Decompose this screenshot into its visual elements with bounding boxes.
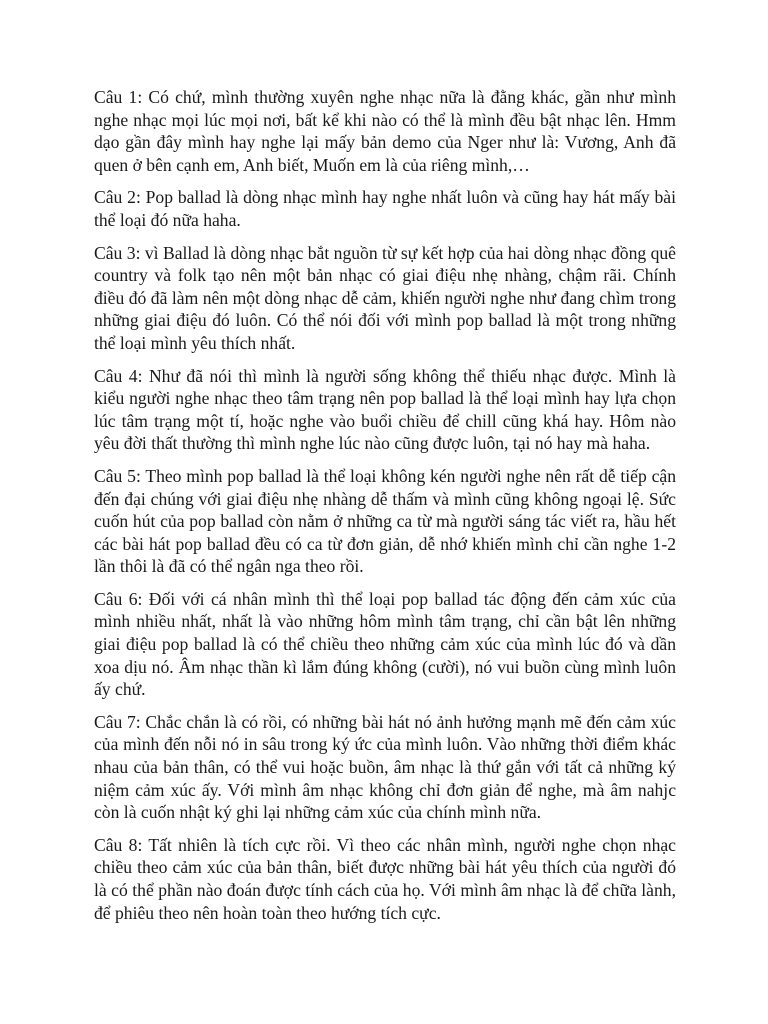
- paragraph-cau-3: Câu 3: vì Ballad là dòng nhạc bắt nguồn từ sự kết hợp của hai dòng nhạc đồng quê country và folk tạo nên một bản nhạc có giai điệu nhẹ nhàng, chậm rãi. Chính điều đó đã làm nên một dòng nhạc dễ cảm, khiến người nghe như đang chìm trong những giai điệu đó luôn. Có thể nói đối với mình pop ballad là một trong những thể loại mình yêu thích nhất.: [94, 242, 676, 353]
- paragraph-cau-7: Câu 7: Chắc chắn là có rồi, có những bài hát nó ảnh hưởng mạnh mẽ đến cảm xúc của mình đến nỗi nó in sâu trong ký ức của mình luôn. Vào những thời điểm khác nhau của bản thân, có thể vui hoặc buồn, âm nhạc là thứ gắn với tất cả những ký niệm cảm xúc ấy. Với mình âm nhạc không chỉ đơn giản để nghe, mà âm nahjc còn là cuốn nhật ký ghi lại những cảm xúc của chính mình nữa.: [94, 711, 676, 823]
- paragraph-cau-1: Câu 1: Có chứ, mình thường xuyên nghe nhạc nữa là đằng khác, gần như mình nghe nhạc mọi lúc mọi nơi, bất kể khi nào có thể là mình đều bật nhạc lên. Hmm dạo gần đây mình hay nghe lại mấy bản demo của Nger như là: Vương, Anh đã quen ở bên cạnh em, Anh biết, Muốn em là của riêng mình,…: [94, 87, 676, 175]
- document-body: [94, 86, 676, 934]
- paragraph-cau-8: Câu 8: Tất nhiên là tích cực rồi. Vì theo các nhân mình, người nghe chọn nhạc chiều theo cảm xúc của bản thân, biết được những bài hát yêu thích của người đó là có thể phần nào đoán được tính cách của họ. Với mình âm nhạc là để chữa lành, để phiêu theo nên hoàn toàn theo hướng tích cực.: [94, 834, 676, 923]
- paragraph-cau-6: Câu 6: Đối với cá nhân mình thì thể loại pop ballad tác động đến cảm xúc của mình nhiều nhất, nhất là vào những hôm mình tâm trạng, chỉ cần bật lên những giai điệu pop ballad là có thể chiều theo những cảm xúc của mình lúc đó và dần xoa dịu nó. Âm nhạc thần kì lắm đúng không (cười), nó vui buồn cùng mình luôn ấy chứ.: [94, 588, 676, 700]
- paragraph-cau-4: Câu 4: Như đã nói thì mình là người sống không thể thiếu nhạc được. Mình là kiểu người nghe nhạc theo tâm trạng nên pop ballad là thể loại mình hay lựa chọn lúc tâm trạng một tí, hoặc nghe vào buổi chiều để chill cũng khá hay. Hôm nào yêu đời thất thường thì mình nghe lúc nào cũng được luôn, tại nó hay mà haha.: [94, 365, 676, 454]
- paragraph-cau-5: Câu 5: Theo mình pop ballad là thể loại không kén người nghe nên rất dễ tiếp cận đến đại chúng với giai điệu nhẹ nhàng dễ thấm và mình cũng không ngoại lệ. Sức cuốn hút của pop ballad còn nằm ở những ca từ mà người sáng tác viết ra, hầu hết các bài hát pop ballad đều có ca từ đơn giản, dễ nhớ khiến mình chỉ cần nghe 1-2 lần thôi là đã có thể ngân nga theo rồi.: [94, 465, 676, 577]
- paragraph-cau-2: Câu 2: Pop ballad là dòng nhạc mình hay nghe nhất luôn và cũng hay hát mấy bài thể loại đó nữa haha.: [94, 187, 676, 230]
